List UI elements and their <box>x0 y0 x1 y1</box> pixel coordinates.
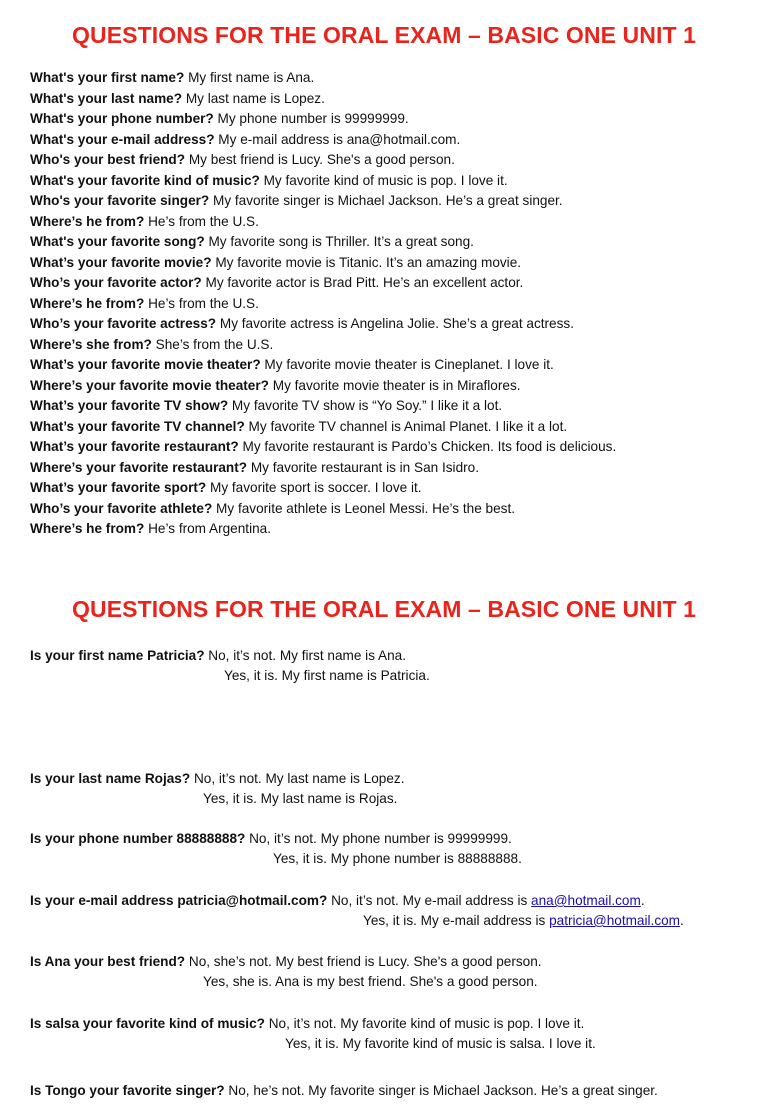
question: Is your phone number 88888888? <box>30 831 246 846</box>
question: Where’s your favorite movie theater? <box>30 377 269 393</box>
qa-line <box>30 458 750 479</box>
question: Where’s your favorite restaurant? <box>30 459 248 475</box>
negative-answer: No, it’s not. My e-mail address is <box>327 893 532 908</box>
period: . <box>640 893 645 908</box>
yes-no-item <box>30 1075 760 1105</box>
qa-line <box>30 417 750 438</box>
question: Is your e-mail address patricia@hotmail.com? <box>30 893 328 908</box>
question: Who's your favorite singer? <box>30 193 210 208</box>
question: What's your favorite song? <box>30 234 205 249</box>
answer: My favorite restaurant is Pardo’s Chicken. Its food is delicious. <box>238 439 617 454</box>
negative-answer: No, it’s not. My last name is Lopez. <box>190 771 405 786</box>
positive-answer: Yes, it is. My e-mail address is <box>363 913 550 928</box>
question: What’s your favorite sport? <box>30 480 207 495</box>
negative-answer: No, she’s not. My best friend is Lucy. She's a good person. <box>185 954 542 969</box>
answer: My favorite restaurant is in San Isidro. <box>247 459 480 475</box>
answer: My favorite actor is Brad Pitt. He’s an excellent actor. <box>201 275 524 290</box>
positive-answer: Yes, she is. Ana is my best friend. She's a good person. <box>203 974 538 989</box>
question: Is your last name Rojas? <box>30 771 191 786</box>
qa-line <box>30 130 750 151</box>
qa-line <box>30 232 750 253</box>
qa-line <box>30 376 750 397</box>
question: What’s your favorite movie? <box>30 254 212 270</box>
question: What's your last name? <box>30 90 183 106</box>
question: Who’s your favorite actor? <box>30 275 202 290</box>
question: What's your favorite kind of music? <box>30 172 260 188</box>
qa-line <box>30 68 750 89</box>
question: Is Ana your best friend? <box>30 954 186 969</box>
answer: He’s from Argentina. <box>144 521 271 536</box>
qa-line <box>30 212 750 233</box>
section-title: QUESTIONS FOR THE ORAL EXAM – BASIC ONE UNIT 1 <box>72 596 696 622</box>
answer: He’s from the U.S. <box>144 295 259 311</box>
qa-line <box>30 519 750 540</box>
question: What's your phone number? <box>30 111 214 126</box>
question: Is your first name Patricia? <box>30 648 205 663</box>
question: Is salsa your favorite kind of music? <box>30 1016 265 1031</box>
qa-line <box>30 314 750 335</box>
answer: My favorite athlete is Leonel Messi. He’s the best. <box>212 500 516 516</box>
answer: My favorite movie is Titanic. It’s an amazing movie. <box>211 254 522 270</box>
negative-answer: No, it’s not. My favorite kind of music is pop. I love it. <box>264 1016 585 1031</box>
question: What’s your favorite TV channel? <box>30 418 245 434</box>
qa-list <box>30 68 750 540</box>
answer: He’s from the U.S. <box>144 213 259 229</box>
answer: My last name is Lopez. <box>182 90 325 106</box>
negative-answer: No, it’s not. My first name is Ana. <box>204 648 406 663</box>
answer: My e-mail address is ana@hotmail.com. <box>214 131 461 147</box>
yes-no-item <box>30 1014 760 1075</box>
email-link[interactable]: patricia@hotmail.com <box>549 913 680 928</box>
qa-line <box>30 191 750 212</box>
answer: My favorite TV show is “Yo Soy.” I like it a lot. <box>228 398 503 413</box>
qa-line <box>30 109 750 130</box>
yes-no-section <box>30 646 760 1105</box>
answer: My best friend is Lucy. She's a good person. <box>185 152 455 167</box>
page-title: QUESTIONS FOR THE ORAL EXAM – BASIC ONE UNIT 1 <box>72 22 696 48</box>
period: . <box>680 913 684 928</box>
positive-answer: Yes, it is. My phone number is 88888888. <box>273 851 522 866</box>
question: What's your e-mail address? <box>30 131 215 147</box>
answer: My favorite song is Thriller. It’s a great song. <box>204 234 474 249</box>
question: Who’s your favorite athlete? <box>30 500 213 516</box>
answer: My favorite TV channel is Animal Planet. I like it a lot. <box>244 418 568 434</box>
qa-line <box>30 335 750 356</box>
question: Where’s he from? <box>30 521 145 536</box>
yes-no-item <box>30 891 760 952</box>
negative-answer: No, he’s not. My favorite singer is Michael Jackson. He’s a great singer. <box>224 1083 658 1098</box>
qa-line <box>30 171 750 192</box>
qa-line <box>30 355 750 376</box>
positive-answer: Yes, it is. My first name is Patricia. <box>224 668 430 683</box>
qa-line <box>30 150 750 171</box>
answer: My phone number is 99999999. <box>213 111 409 126</box>
qa-line <box>30 89 750 110</box>
answer: My first name is Ana. <box>184 70 315 85</box>
positive-answer: Yes, it is. My last name is Rojas. <box>203 791 398 806</box>
qa-line <box>30 437 750 458</box>
question: What’s your favorite movie theater? <box>30 357 261 372</box>
question: Where’s she from? <box>30 336 152 352</box>
qa-line <box>30 499 750 520</box>
qa-line <box>30 478 750 499</box>
email-link[interactable]: ana@hotmail.com <box>531 893 641 908</box>
question: What's your first name? <box>30 70 185 85</box>
yes-no-item <box>30 952 760 1014</box>
question: Is Tongo your favorite singer? <box>30 1083 225 1098</box>
yes-no-item <box>30 646 760 769</box>
question: Where’s he from? <box>30 295 145 311</box>
yes-no-item <box>30 769 760 829</box>
positive-answer: Yes, it is. My favorite kind of music is salsa. I love it. <box>285 1036 596 1051</box>
question: Who's your best friend? <box>30 152 186 167</box>
answer: My favorite kind of music is pop. I love it. <box>259 172 508 188</box>
question: What’s your favorite TV show? <box>30 398 229 413</box>
question: Who’s your favorite actress? <box>30 316 217 331</box>
negative-answer: No, it’s not. My phone number is 99999999. <box>245 831 512 846</box>
qa-line <box>30 294 750 315</box>
yes-no-item <box>30 829 760 891</box>
question: Where’s he from? <box>30 213 145 229</box>
answer: My favorite sport is soccer. I love it. <box>206 480 422 495</box>
answer: My favorite movie theater is in Miraflores. <box>268 377 521 393</box>
question: What’s your favorite restaurant? <box>30 439 239 454</box>
qa-line <box>30 273 750 294</box>
answer: My favorite actress is Angelina Jolie. She’s a great actress. <box>216 316 574 331</box>
answer: My favorite movie theater is Cineplanet. I love it. <box>260 357 554 372</box>
answer: My favorite singer is Michael Jackson. He’s a great singer. <box>209 193 563 208</box>
qa-line <box>30 396 750 417</box>
answer: She’s from the U.S. <box>151 336 274 352</box>
qa-line <box>30 253 750 274</box>
